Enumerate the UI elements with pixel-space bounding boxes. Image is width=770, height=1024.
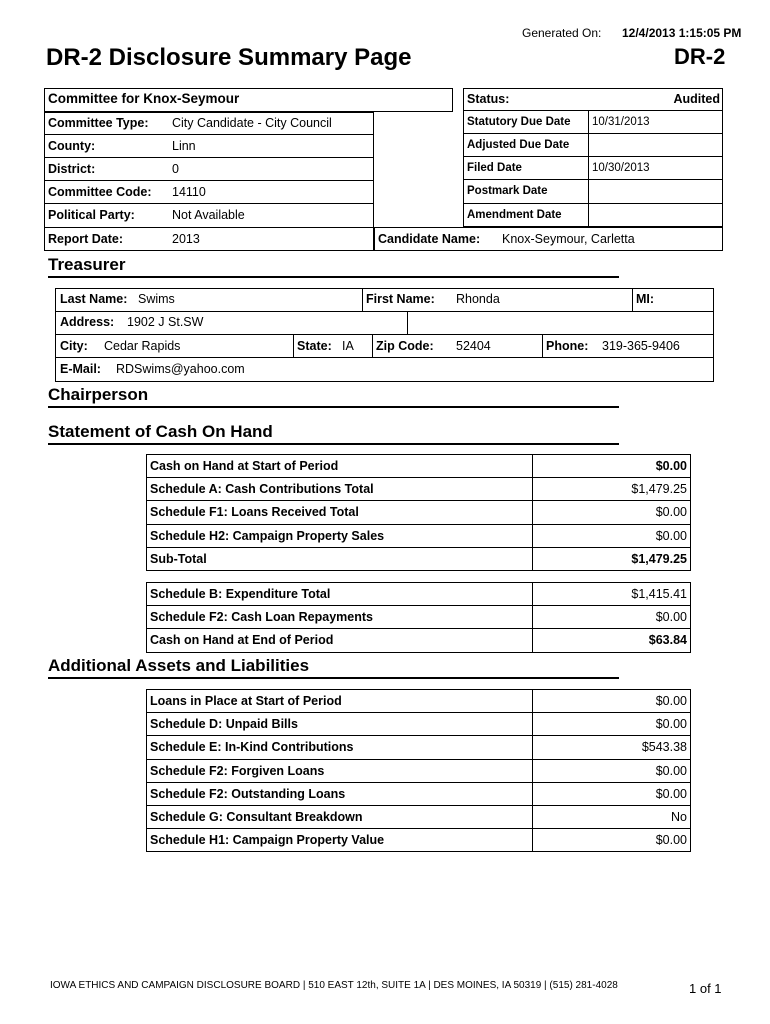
status-label: Status:	[467, 92, 510, 106]
treasurer-phone-label: Phone:	[546, 339, 589, 353]
table-row-label: Schedule H2: Campaign Property Sales	[150, 528, 385, 543]
generated-value: 12/4/2013 1:15:05 PM	[622, 26, 742, 40]
chairperson-heading: Chairperson	[48, 385, 149, 404]
report-date-value: 2013	[172, 232, 200, 246]
treasurer-phone-value: 319-365-9406	[602, 339, 680, 353]
political-party-label: Political Party:	[48, 208, 135, 222]
committee-name: Committee for Knox-Seymour	[48, 91, 240, 106]
table-row-value: $63.84	[648, 633, 687, 648]
county-label: County:	[48, 139, 96, 153]
table-row-label: Schedule G: Consultant Breakdown	[150, 810, 363, 824]
table-row-label: Schedule H1: Campaign Property Value	[150, 833, 385, 848]
table-row-value: $0.00	[655, 459, 687, 473]
page-number: 1 of 1	[689, 981, 722, 996]
table-row-value: $0.00	[655, 528, 687, 543]
district-label: District:	[48, 162, 96, 176]
table-row-value: $0.00	[655, 786, 687, 801]
treasurer-city-label: City:	[60, 339, 88, 353]
table-row-label: Schedule A: Cash Contributions Total	[150, 482, 374, 497]
report-date-label: Report Date:	[48, 232, 124, 246]
treasurer-heading: Treasurer	[48, 255, 126, 274]
county-value: Linn	[172, 139, 196, 153]
table-row-label: Schedule D: Unpaid Bills	[150, 717, 298, 732]
district-value: 0	[172, 162, 179, 176]
table-row-label: Cash on Hand at End of Period	[150, 633, 334, 648]
candidate-name-label: Candidate Name:	[378, 232, 481, 246]
assets-heading: Additional Assets and Liabilities	[48, 656, 310, 675]
footer-address: IOWA ETHICS AND CAMPAIGN DISCLOSURE BOARD | 510 EAST 12th, SUITE 1A | DES MOINES, IA 50319 | (515) 281-4028	[50, 980, 618, 991]
table-row-label: Sub-Total	[150, 551, 207, 566]
committee-type-label: Committee Type:	[48, 116, 149, 130]
table-row-value: $1,479.25	[631, 551, 687, 566]
table-row-label: Schedule F2: Outstanding Loans	[150, 786, 346, 801]
filed-date-value: 10/30/2013	[592, 162, 650, 174]
table-row-value: $0.00	[655, 610, 687, 625]
political-party-value: Not Available	[172, 208, 245, 222]
treasurer-first-name-label: First Name:	[366, 292, 435, 306]
table-row-value: $543.38	[641, 740, 687, 755]
table-row-value: $0.00	[655, 694, 687, 708]
treasurer-last-name-value: Swims	[138, 292, 175, 306]
table-row-label: Schedule B: Expenditure Total	[150, 587, 331, 601]
cash-heading: Statement of Cash On Hand	[48, 422, 273, 441]
committee-type-value: City Candidate - City Council	[172, 116, 332, 130]
treasurer-zip-label: Zip Code:	[376, 339, 434, 353]
treasurer-state-value: IA	[342, 339, 354, 353]
treasurer-email-label: E-Mail:	[60, 362, 101, 376]
table-row-label: Schedule F2: Forgiven Loans	[150, 763, 325, 778]
table-row-label: Loans in Place at Start of Period	[150, 694, 342, 708]
treasurer-address-label: Address:	[60, 315, 115, 329]
table-row-label: Cash on Hand at Start of Period	[150, 459, 339, 473]
form-code: DR-2	[674, 44, 726, 69]
amendment-date-label: Amendment Date	[467, 209, 562, 221]
treasurer-email-value: RDSwims@yahoo.com	[116, 362, 245, 376]
committee-code-value: 14110	[172, 185, 206, 199]
treasurer-first-name-value: Rhonda	[456, 292, 500, 306]
status-box	[463, 88, 723, 227]
adjusted-due-date-label: Adjusted Due Date	[467, 139, 570, 151]
candidate-name-value: Knox-Seymour, Carletta	[502, 232, 635, 246]
table-row-value: $0.00	[655, 833, 687, 848]
filed-date-label: Filed Date	[467, 162, 522, 174]
table-row-value: $1,479.25	[631, 482, 687, 497]
table-row-value: $1,415.41	[631, 587, 687, 601]
table-row-label: Schedule F1: Loans Received Total	[150, 505, 359, 520]
postmark-date-label: Postmark Date	[467, 185, 548, 197]
status-badge: Audited	[673, 92, 720, 106]
treasurer-zip-value: 52404	[456, 339, 491, 353]
table-row-value: $0.00	[655, 717, 687, 732]
committee-code-label: Committee Code:	[48, 185, 152, 199]
treasurer-city-value: Cedar Rapids	[104, 339, 181, 353]
table-row-value: $0.00	[655, 763, 687, 778]
page-title: DR-2 Disclosure Summary Page	[46, 44, 412, 71]
treasurer-last-name-label: Last Name:	[60, 292, 128, 306]
generated-label: Generated On:	[522, 26, 602, 40]
table-row-label: Schedule E: In-Kind Contributions	[150, 740, 354, 755]
treasurer-mi-label: MI:	[636, 292, 655, 306]
committee-details-box	[44, 112, 374, 251]
treasurer-state-label: State:	[297, 339, 332, 353]
statutory-due-date-value: 10/31/2013	[592, 116, 650, 128]
table-row-value: $0.00	[655, 505, 687, 520]
statutory-due-date-label: Statutory Due Date	[467, 116, 571, 128]
table-row-value: No	[671, 810, 687, 824]
treasurer-address-value: 1902 J St.SW	[127, 315, 204, 329]
table-row-label: Schedule F2: Cash Loan Repayments	[150, 610, 373, 625]
